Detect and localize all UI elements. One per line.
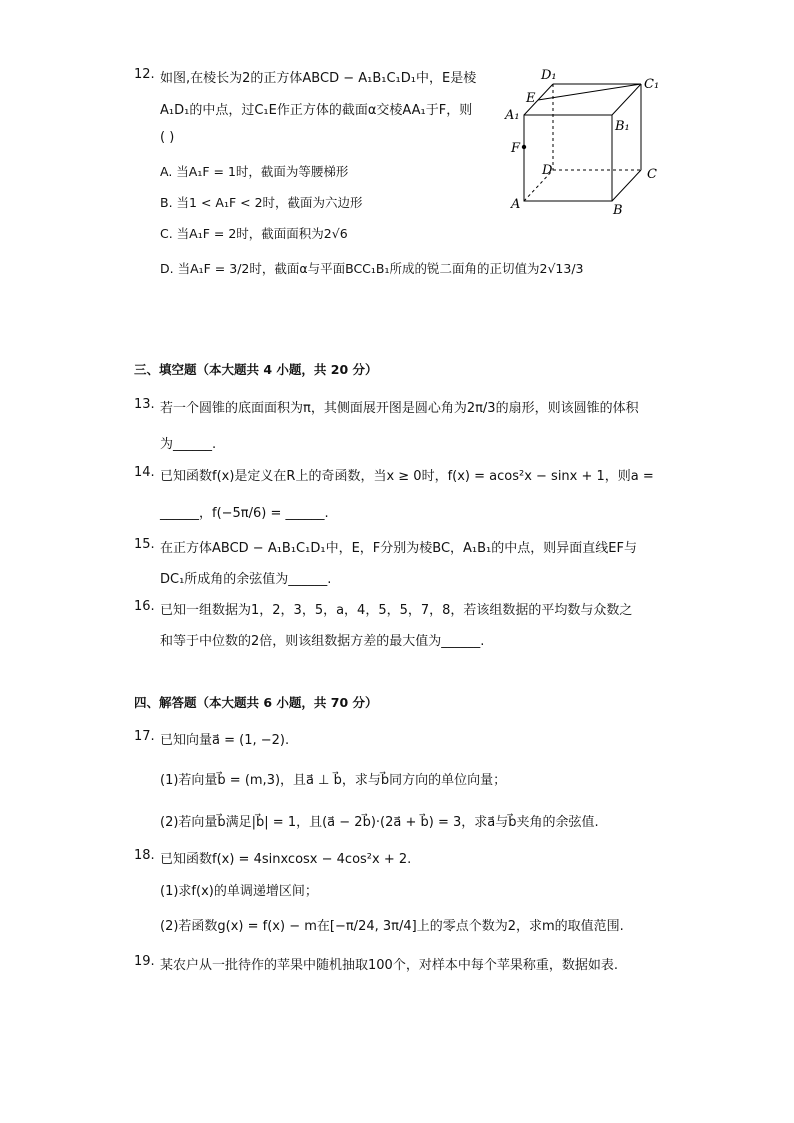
q16-number: 16. [134,599,155,614]
q16-line1: 已知一组数据为1，2，3，5，a，4，5，5，7，8，若该组数据的平均数与众数之 [160,603,633,618]
q16-line2: 和等于中位数的2倍，则该组数据方差的最大值为______. [160,634,485,649]
q15-line1: 在正方体ABCD − A₁B₁C₁D₁中，E，F分别为棱BC，A₁B₁的中点，则异面直线EF与 [160,541,637,556]
label-b1: B₁ [615,119,630,134]
q12-option-a: A. 当A₁F = 1时，截面为等腰梯形 [160,164,349,179]
label-a: A [511,197,521,212]
label-d: D [542,163,553,178]
q19-number: 19. [134,954,155,969]
q13-number: 13. [134,397,155,412]
section4-heading: 四、解答题（本大题共 6 小题，共 70 分） [134,695,378,710]
q13-line1: 若一个圆锥的底面面积为π，其侧面展开图是圆心角为2π/3的扇形，则该圆锥的体积 [160,401,639,416]
q12-answer-paren: ( ) [160,130,175,145]
q12-stem-line2: A₁D₁的中点，过C₁E作正方体的截面α交棱AA₁于F，则 [160,103,473,118]
cube-figure [500,62,670,222]
label-e: E [526,91,536,106]
q17-part1: (1)若向量b⃗ = (m,3)，且a⃗ ⊥ b⃗，求与b⃗同方向的单位向量； [160,773,507,788]
q12-option-b: B. 当1 < A₁F < 2时，截面为六边形 [160,195,363,210]
q12-option-c: C. 当A₁F = 2时，截面面积为2√6 [160,226,348,241]
q14-line1: 已知函数f(x)是定义在R上的奇函数，当x ≥ 0时，f(x) = acos²x − sinx + 1，则a = [160,469,654,484]
label-c: C [647,167,657,182]
q17-line1: 已知向量a⃗ = (1, −2). [160,733,290,748]
label-f: F [511,141,521,156]
q18-number: 18. [134,848,155,863]
label-a1: A₁ [505,108,520,123]
q12-stem-line1: 如图,在棱长为2的正方体ABCD − A₁B₁C₁D₁中，E是棱 [160,71,477,86]
q17-part2: (2)若向量b⃗满足|b⃗| = 1，且(a⃗ − 2b⃗)·(2a⃗ + b⃗) = 3，求a⃗与b⃗夹角的余弦值. [160,815,599,830]
section3-heading: 三、填空题（本大题共 4 小题，共 20 分） [134,362,378,377]
q13-line2: 为______. [160,437,217,452]
q14-line2: ______，f(−5π/6) = ______. [160,506,329,521]
q18-line1: 已知函数f(x) = 4sinxcosx − 4cos²x + 2. [160,852,412,867]
label-b: B [613,203,623,218]
q15-line2: DC₁所成角的余弦值为______. [160,572,332,587]
q18-part2: (2)若函数g(x) = f(x) − m在[−π/24, 3π/4]上的零点个数为2，求m的取值范围. [160,919,624,934]
label-c1: C₁ [644,77,660,92]
q19-line1: 某农户从一批待作的苹果中随机抽取100个，对样本中每个苹果称重，数据如表. [160,958,618,973]
q17-number: 17. [134,729,155,744]
q18-part1: (1)求f(x)的单调递增区间； [160,884,318,899]
q12-number: 12. [134,67,155,82]
label-d1: D₁ [541,68,557,83]
q12-option-d: D. 当A₁F = 3/2时，截面α与平面BCC₁B₁所成的锐二面角的正切值为2√13/3 [160,261,584,276]
q14-number: 14. [134,465,155,480]
q15-number: 15. [134,537,155,552]
